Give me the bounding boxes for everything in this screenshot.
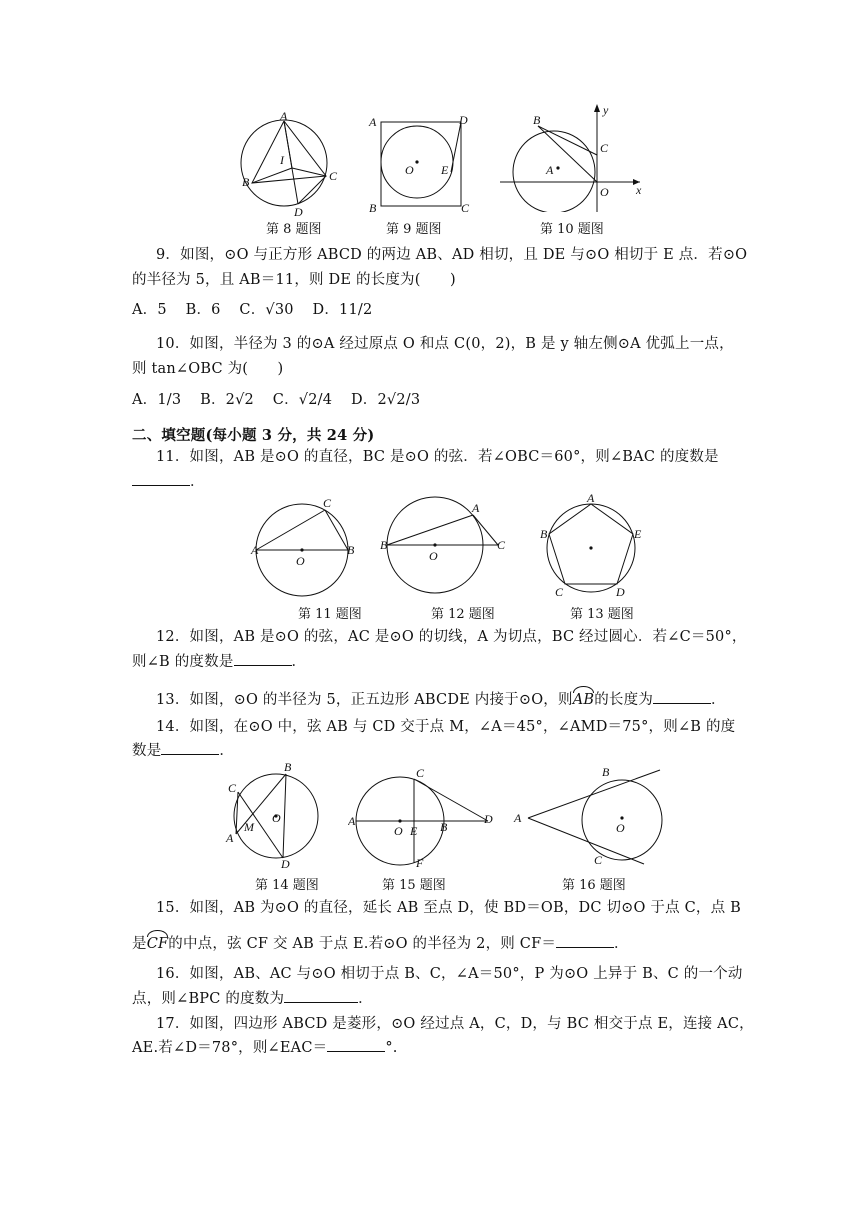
svg-text:x: x: [636, 183, 642, 197]
svg-text:A: A: [546, 163, 554, 177]
svg-text:O: O: [600, 185, 609, 199]
caption-q13: 第 13 题图: [570, 607, 634, 622]
arc-ab: AB: [573, 692, 595, 708]
caption-q12: 第 12 题图: [431, 607, 495, 622]
svg-text:A: A: [514, 811, 522, 825]
svg-text:C: C: [600, 141, 609, 155]
q12-answer-blank[interactable]: [234, 651, 292, 666]
svg-text:B: B: [540, 527, 548, 541]
svg-text:A: A: [280, 109, 288, 123]
svg-text:B: B: [369, 201, 377, 215]
svg-text:O: O: [405, 163, 414, 177]
q17-answer-blank[interactable]: [327, 1037, 385, 1052]
caption-q9: 第 9 题图: [386, 222, 442, 237]
svg-text:E: E: [410, 824, 418, 838]
svg-text:E: E: [441, 163, 449, 177]
q17-line1: 17．如图，四边形 ABCD 是菱形，⊙O 经过点 A，C，D，与 BC 相交于点 E，连接 AC，: [156, 1016, 754, 1032]
figure-q9: [365, 112, 475, 216]
svg-text:C: C: [497, 538, 506, 552]
q10-option-c: C．√2/4: [272, 392, 333, 408]
svg-text:C: C: [555, 585, 564, 599]
svg-text:B: B: [533, 113, 541, 127]
q9-option-a: A．5: [132, 302, 167, 318]
svg-text:D: D: [294, 205, 303, 218]
svg-text:E: E: [634, 527, 642, 541]
q16-line1: 16．如图，AB、AC 与⊙O 相切于点 B、C，∠A＝50°，P 为⊙O 上异于 B、C 的一个动: [156, 966, 743, 982]
q10-option-d: D．2√2/3: [350, 392, 421, 408]
q10-line2: 则 tan∠OBC 为( ): [132, 361, 284, 377]
svg-text:O: O: [394, 824, 403, 838]
svg-text:C: C: [594, 853, 603, 867]
svg-text:I: I: [280, 153, 284, 167]
q10-option-a: A．1/3: [132, 392, 182, 408]
svg-text:D: D: [281, 857, 290, 870]
svg-text:C: C: [329, 169, 338, 183]
svg-text:D: D: [616, 585, 625, 599]
q11-line2: ．: [132, 470, 205, 491]
q11-line1: 11．如图，AB 是⊙O 的直径，BC 是⊙O 的弦．若∠OBC＝60°，则∠BAC 的度数是: [156, 449, 719, 465]
figure-q14: [222, 760, 322, 870]
q16-line2: 点，则∠BPC 的度数为 ．: [132, 987, 373, 1008]
q16-answer-blank[interactable]: [284, 988, 358, 1003]
q10-line1: 10．如图，半径为 3 的⊙A 经过原点 O 和点 C(0，2)，B 是 y 轴左侧⊙A 优弧上一点，: [156, 336, 734, 352]
q15-answer-blank[interactable]: [556, 933, 614, 948]
caption-q10: 第 10 题图: [540, 222, 604, 237]
q14-answer-blank[interactable]: [161, 740, 219, 755]
q14-line2: 数是 ．: [132, 739, 234, 760]
q9-line2: 的半径为 5，且 AB＝11，则 DE 的长度为( ): [132, 272, 456, 288]
svg-text:C: C: [416, 766, 425, 780]
caption-q14: 第 14 题图: [255, 878, 319, 893]
svg-text:B: B: [242, 175, 250, 189]
figure-q16: [510, 762, 670, 870]
svg-text:C: C: [461, 201, 470, 215]
svg-text:F: F: [416, 856, 424, 870]
svg-text:B: B: [440, 820, 448, 834]
svg-text:A: A: [348, 814, 356, 828]
q14-line1: 14．如图，在⊙O 中，弦 AB 与 CD 交于点 M，∠A＝45°，∠AMD＝75°，则∠B 的度: [156, 719, 736, 735]
svg-text:B: B: [284, 760, 292, 774]
q12-line2: 则∠B 的度数是 ．: [132, 650, 306, 671]
q11-answer-blank[interactable]: [132, 471, 190, 486]
svg-text:D: D: [459, 113, 468, 127]
svg-text:M: M: [244, 820, 254, 834]
caption-q8: 第 8 题图: [266, 222, 322, 237]
svg-text:A: A: [472, 501, 480, 515]
svg-text:O: O: [429, 549, 438, 563]
q15-line2: 是 CF的中点，弦 CF 交 AB 于点 E.若⊙O 的半径为 2，则 CF＝ ．: [132, 932, 629, 953]
svg-text:A: A: [369, 115, 377, 129]
svg-text:O: O: [616, 821, 625, 835]
svg-text:C: C: [228, 781, 237, 795]
q13-answer-blank[interactable]: [653, 689, 711, 704]
svg-text:B: B: [380, 538, 388, 552]
q9-option-b: B．6: [185, 302, 221, 318]
q10-options: [132, 388, 434, 409]
figure-q10: [500, 100, 650, 212]
q9-option-c: C．√30: [239, 302, 294, 318]
svg-text:O: O: [296, 554, 305, 568]
caption-q15: 第 15 题图: [382, 878, 446, 893]
figure-q13: [538, 492, 648, 600]
q13-line: 13．如图，⊙O 的半径为 5，正五边形 ABCDE 内接于⊙O，则 AB的长度为 ．: [156, 688, 726, 709]
caption-q11: 第 11 题图: [298, 607, 362, 622]
q12-line1: 12．如图，AB 是⊙O 的弦，AC 是⊙O 的切线，A 为切点，BC 经过圆心．若∠C＝50°，: [156, 629, 747, 645]
svg-text:B: B: [602, 765, 610, 779]
svg-text:D: D: [484, 812, 493, 826]
caption-q16: 第 16 题图: [562, 878, 626, 893]
arc-cf: CF: [147, 936, 169, 952]
q9-option-d: D．11/2: [312, 302, 373, 318]
section-heading: 二、填空题(每小题 3 分，共 24 分): [132, 427, 375, 444]
figure-q8: [240, 108, 350, 218]
q17-line2: AE.若∠D＝78°，则∠EAC＝ °.: [132, 1036, 398, 1057]
svg-text:A: A: [251, 543, 259, 557]
q15-line1: 15．如图，AB 为⊙O 的直径，延长 AB 至点 D，使 BD＝OB，DC 切⊙O 于点 C，点 B: [156, 900, 741, 916]
svg-text:C: C: [323, 496, 332, 510]
figure-q11: [250, 495, 365, 605]
svg-text:O: O: [272, 811, 281, 825]
svg-text:A: A: [587, 492, 595, 505]
svg-text:B: B: [347, 543, 355, 557]
svg-text:y: y: [603, 103, 609, 117]
figure-q12: [378, 488, 508, 600]
figure-q15: [348, 765, 498, 873]
q9-options: [132, 298, 386, 319]
svg-text:A: A: [226, 831, 234, 845]
q9-line1: 9．如图，⊙O 与正方形 ABCD 的两边 AB、AD 相切，且 DE 与⊙O 相切于 E 点．若⊙O: [156, 247, 748, 263]
q10-option-b: B．2√2: [200, 392, 254, 408]
